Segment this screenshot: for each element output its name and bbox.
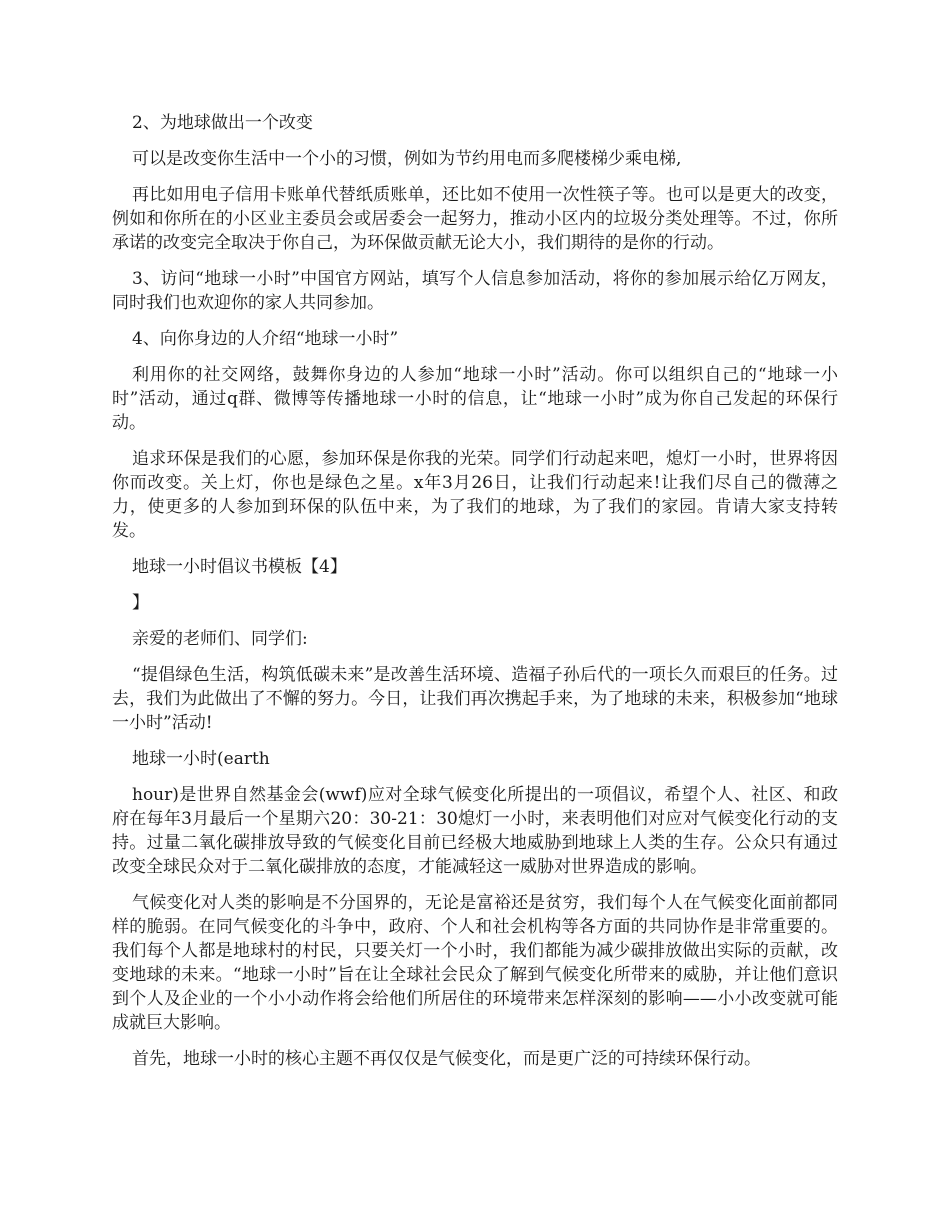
stray-bracket: 】 [132,593,149,613]
paragraph-step-3-website: 3、访问“地球一小时”中国官方网站，填写个人信息参加活动，将你的参加展示给亿万网友，同时我们也欢迎你的家人共同参加。 [112,269,838,313]
paragraph-social-network: 利用你的社交网络，鼓舞你身边的人参加“地球一小时”活动。你可以组织自己的“地球一小时”活动，通过q群、微博等传播地球一小时的信息，让“地球一小时”成为你自己发起的环保行动。 [112,365,838,433]
salutation: 亲爱的老师们、同学们: [132,629,308,649]
paragraph-green-life: “提倡绿色生活，构筑低碳未来”是改善生活环境、造福子孙后代的一项长久而艰巨的任务。过去，我们为此做出了不懈的努力。今日，让我们再次携起手来，为了地球的未来，积极参加“地球一小时”活动! [112,665,838,733]
paragraph-climate-impact: 气候变化对人类的影响是不分国界的，无论是富裕还是贫穷，我们每个人在气候变化面前都同样的脆弱。在同气候变化的斗争中，政府、个人和社会机构等各方面的共同协作是非常重要的。我们每个人都是地球村的村民，只要关灯一个小时，我们都能为减少碳排放做出实际的贡献，改变地球的未来。“地球一小时”旨在让全球社会民众了解到气候变化所带来的威胁，并让他们意识到个人及企业的一个小小动作将会给他们所居住的环境带来怎样深刻的影响——小小改变就可能成就巨大影响。 [112,893,838,1033]
paragraph-earth-hour-intro: 地球一小时(earth [132,749,270,769]
paragraph-step-2-heading: 2、为地球做出一个改变 [132,113,313,133]
paragraph-wwf-initiative: hour)是世界自然基金会(wwf)应对全球气候变化所提出的一项倡议，希望个人、社区、和政府在每年3月最后一个星期六20：30-21：30熄灯一小时，来表明他们对应对气候变化行动的支持。过量二氧化碳排放导致的气候变化目前已经极大地威胁到地球上人类的生存。公众只有通过改变全球民众对于二氧化碳排放的态度，才能减轻这一威胁对世界造成的影响。 [112,785,838,877]
paragraph-core-theme: 首先，地球一小时的核心主题不再仅仅是气候变化，而是更广泛的可持续环保行动。 [132,1049,761,1069]
paragraph-bigger-change: 再比如用电子信用卡账单代替纸质账单，还比如不使用一次性筷子等。也可以是更大的改变，例如和你所在的小区业主委员会或居委会一起努力，推动小区内的垃圾分类处理等。不过，你所承诺的改变完全取决于你自己，为环保做贡献无论大小，我们期待的是你的行动。 [112,185,838,253]
section-title-template-4: 地球一小时倡议书模板【4】 [132,557,347,577]
paragraph-small-habit: 可以是改变你生活中一个小的习惯，例如为节约用电而多爬楼梯少乘电梯, [132,149,682,169]
paragraph-step-4-heading: 4、向你身边的人介绍“地球一小时” [132,329,399,349]
paragraph-call-to-action: 追求环保是我们的心愿，参加环保是你我的光荣。同学们行动起来吧，熄灯一小时，世界将因你而改变。关上灯，你也是绿色之星。x年3月26日，让我们行动起来!让我们尽自己的微薄之力，使更多的人参加到环保的队伍中来，为了我们的地球，为了我们的家园。肯请大家支持转发。 [112,449,838,541]
document-body [112,111,838,1083]
